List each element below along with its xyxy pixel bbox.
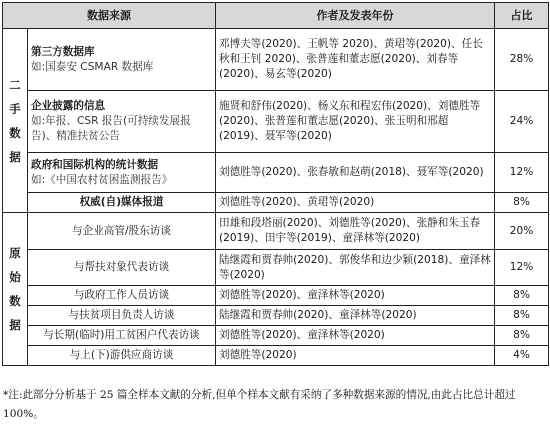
authors-cell: 陆继霞和贾春帅(2020)、童泽林等(2020): [216, 306, 495, 326]
authors-cell: 刘德胜等(2020)、黄珺等(2020): [216, 193, 495, 213]
share-cell: 12%: [495, 153, 549, 193]
authors-cell: 施贤和舒伟(2020)、杨义东和程宏伟(2020)、刘德胜等(2020)、张普莲和董志愿(2020)、张玉明和邢超(2019)、聂军等(2020): [216, 91, 495, 153]
data-source-table: [2, 2, 549, 366]
authors-cell: 刘德胜等(2020)、童泽林等(2020): [216, 326, 495, 346]
category-title: 权威(自)媒体报道: [79, 196, 164, 208]
authors-cell: 刘德胜等(2020)、童泽林等(2020): [216, 286, 495, 306]
authors-cell: 刘德胜等(2020)、张春敏和赵萌(2018)、聂军等(2020): [216, 153, 495, 193]
category-example: 如:国泰安 CSMAR 数据库: [31, 60, 154, 73]
interview-type-cell: 与帮扶对象代表访谈: [28, 250, 216, 286]
share-cell: 8%: [495, 326, 549, 346]
group-label-secondary: 二 手 数 据: [3, 29, 28, 213]
share-cell: 28%: [495, 29, 549, 91]
category-example: 如:《中国农村贫困监测报告》: [31, 173, 173, 186]
table-row: [3, 91, 549, 153]
table-row: [3, 286, 549, 306]
source-cell: [28, 153, 216, 193]
table-row: [3, 153, 549, 193]
source-cell: [28, 29, 216, 91]
category-title: 政府和国际机构的统计数据: [31, 158, 159, 171]
authors-cell: 田雄和段塔丽(2020)、刘德胜等(2020)、张静和朱玉春(2019)、田宇等(2019)、童泽林等(2020): [216, 213, 495, 250]
table-header-row: [3, 3, 549, 29]
share-cell: 8%: [495, 193, 549, 213]
interview-type-cell: 与长期(临时)用工贫困户代表访谈: [28, 326, 216, 346]
category-example: 如:年报、CSR 报告(可持续发展报告)、精准扶贫公告: [31, 115, 191, 142]
header-source: 数据来源: [3, 3, 216, 29]
share-cell: 12%: [495, 250, 549, 286]
interview-type-cell: 与上(下)游供应商访谈: [28, 346, 216, 366]
table-row: [3, 213, 549, 250]
interview-type-cell: 与政府工作人员访谈: [28, 286, 216, 306]
table-footnote: *注:此部分分析基于 25 篇全样本文献的分析,但单个样本文献有采纳了多种数据来源的情况,由此占比总计超过 100%。: [3, 389, 516, 420]
category-title: 第三方数据库: [31, 45, 95, 58]
interview-type-cell: 与扶贫项目负责人访谈: [28, 306, 216, 326]
share-cell: 24%: [495, 91, 549, 153]
share-cell: 8%: [495, 306, 549, 326]
share-cell: 20%: [495, 213, 549, 250]
table-row: [3, 306, 549, 326]
group-label-primary: 原 始 数 据: [3, 213, 28, 366]
category-title: 企业披露的信息: [31, 100, 106, 112]
share-cell: 8%: [495, 286, 549, 306]
interview-type-cell: 与企业高管/股东访谈: [28, 213, 216, 250]
header-share: 占比: [495, 3, 549, 29]
source-cell: [28, 193, 216, 213]
source-cell: [28, 91, 216, 153]
table-row: [3, 326, 549, 346]
table-row: [3, 250, 549, 286]
table-row: [3, 29, 549, 91]
authors-cell: 刘德胜等(2020): [216, 346, 495, 366]
share-cell: 4%: [495, 346, 549, 366]
table-row: [3, 193, 549, 213]
authors-cell: 陆继霞和贾春帅(2020)、郭俊华和边少颖(2018)、童泽林等(2020): [216, 250, 495, 286]
table-row: [3, 346, 549, 366]
header-authors: 作者及发表年份: [216, 3, 495, 29]
authors-cell: 邓博夫等(2020)、王帆等 2020)、黄珺等(2020)、任长秋和王钊 2020)、张普莲和董志愿(2020)、刘春等(2020)、易玄等(2020): [216, 29, 495, 91]
